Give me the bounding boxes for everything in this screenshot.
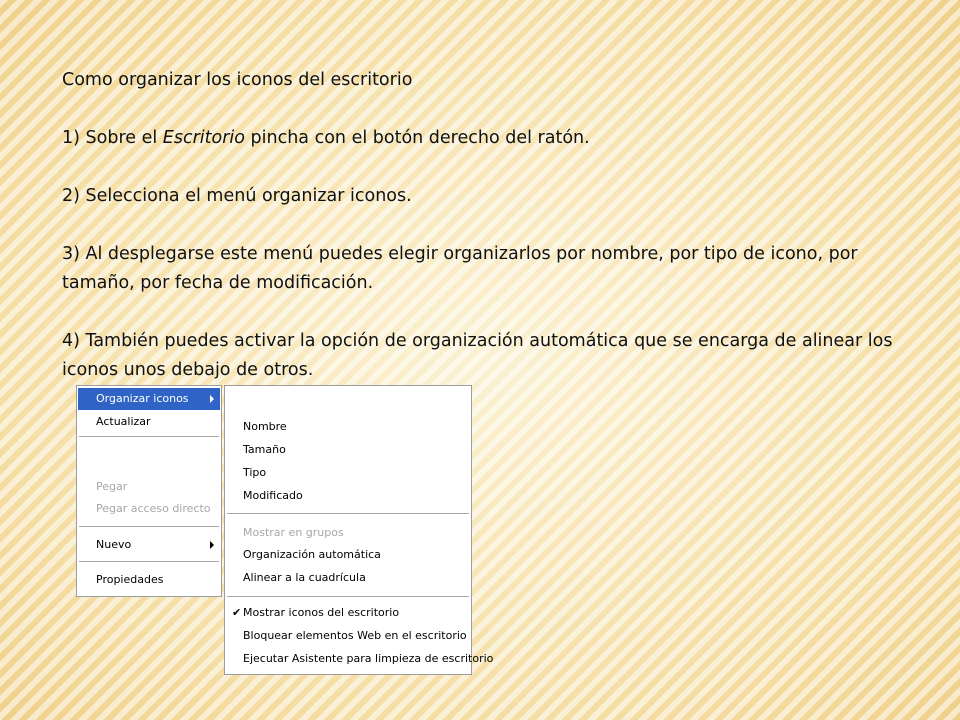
menu-screenshot bbox=[76, 385, 494, 675]
slide-text-block bbox=[62, 66, 922, 385]
submenu-item-mostrar-iconos[interactable] bbox=[226, 602, 470, 624]
menu-item-propiedades[interactable] bbox=[78, 569, 220, 591]
submenu-item-tipo[interactable] bbox=[226, 462, 470, 484]
submenu-item-label: Ejecutar Asistente para limpieza de escritorio bbox=[243, 652, 494, 665]
submenu-arrow-icon bbox=[210, 541, 214, 549]
organizar-iconos-submenu bbox=[224, 385, 494, 675]
menu-item-label: Propiedades bbox=[96, 573, 164, 586]
submenu-item-bloquear-web[interactable] bbox=[226, 625, 470, 647]
submenu-item-nombre[interactable] bbox=[226, 416, 470, 438]
step-1-emphasis: Escritorio bbox=[162, 128, 245, 148]
submenu-item-label: Bloquear elementos Web en el escritorio bbox=[243, 629, 467, 642]
submenu-item-label: Alinear a la cuadrícula bbox=[243, 571, 366, 584]
submenu-item-label: Organización automática bbox=[243, 548, 381, 561]
menu-item-label: Pegar bbox=[96, 480, 128, 493]
submenu-item-organizacion-automatica[interactable] bbox=[226, 544, 470, 566]
submenu-item-alinear-cuadricula[interactable] bbox=[226, 567, 470, 589]
step-1 bbox=[62, 124, 922, 153]
submenu-separator bbox=[227, 596, 469, 597]
submenu-item-mostrar-en-grupos[interactable] bbox=[226, 522, 470, 544]
menu-item-label: Nuevo bbox=[96, 538, 132, 551]
spacer bbox=[62, 95, 922, 124]
submenu-item-label: Tipo bbox=[243, 466, 267, 479]
menu-item-label: Pegar acceso directo bbox=[96, 502, 211, 515]
submenu-item-label: Mostrar en grupos bbox=[243, 526, 344, 539]
menu-item-label: Actualizar bbox=[96, 415, 151, 428]
menu-item-pegar[interactable] bbox=[78, 476, 220, 498]
step-4: 4) También puedes activar la opción de organización automática que se encarga de alinear los iconos unos debajo de otros. bbox=[62, 331, 893, 380]
checkmark-icon: ✔ bbox=[232, 606, 242, 619]
menu-item-pegar-acceso-directo[interactable] bbox=[78, 498, 220, 520]
desktop-context-menu bbox=[76, 385, 222, 597]
submenu-item-asistente-limpieza[interactable] bbox=[226, 648, 494, 670]
step-1-suffix: pincha con el botón derecho del ratón. bbox=[244, 128, 590, 148]
submenu-item-tamano[interactable] bbox=[226, 439, 470, 461]
step-2: 2) Selecciona el menú organizar iconos. bbox=[62, 186, 412, 206]
spacer bbox=[62, 298, 922, 327]
submenu-item-modificado[interactable] bbox=[226, 485, 470, 507]
spacer bbox=[62, 153, 922, 182]
spacer bbox=[62, 211, 922, 240]
menu-separator bbox=[79, 561, 219, 562]
submenu-item-label: Tamaño bbox=[243, 443, 286, 456]
submenu-item-label: Nombre bbox=[243, 420, 287, 433]
menu-item-actualizar[interactable] bbox=[78, 411, 220, 433]
step-1-prefix: 1) Sobre el bbox=[62, 128, 163, 148]
submenu-item-label: Modificado bbox=[243, 489, 303, 502]
menu-item-nuevo[interactable] bbox=[78, 534, 220, 556]
submenu-item-label: Mostrar iconos del escritorio bbox=[243, 606, 400, 619]
menu-separator bbox=[79, 436, 219, 437]
submenu-arrow-icon bbox=[210, 395, 214, 403]
menu-item-label: Organizar iconos bbox=[96, 392, 189, 405]
menu-item-organizar-iconos[interactable] bbox=[78, 388, 220, 410]
submenu-separator bbox=[227, 513, 469, 514]
slide-title: Como organizar los iconos del escritorio bbox=[62, 70, 413, 90]
menu-separator bbox=[79, 526, 219, 527]
step-3: 3) Al desplegarse este menú puedes elegir organizarlos por nombre, por tipo de icono, por tamaño, por fecha de modificación. bbox=[62, 244, 858, 293]
